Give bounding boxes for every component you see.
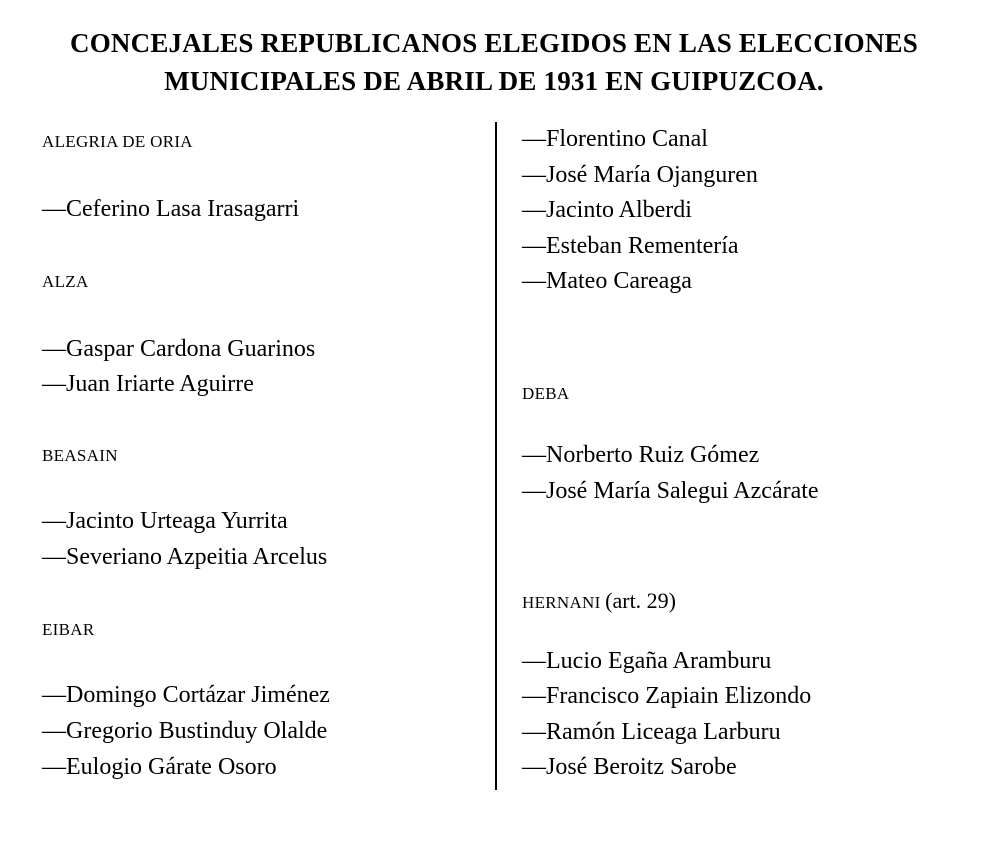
councillor-name: —Ramón Liceaga Larburu [522,719,781,745]
title-line-1: CONCEJALES REPUBLICANOS ELEGIDOS EN LAS ELECCIONES [70,28,918,58]
councillor-name: —Florentino Canal [522,126,708,152]
heading-alegria-de-oria: ALEGRIA DE ORIA [42,132,193,151]
heading-alza: ALZA [42,272,89,291]
councillor-name: —Jacinto Urteaga Yurrita [42,508,288,534]
councillor-name: —Domingo Cortázar Jiménez [42,682,330,708]
councillor-name: —Esteban Rementería [522,233,739,259]
heading-eibar: EIBAR [42,620,95,639]
councillor-name: —José María Ojanguren [522,162,758,188]
heading-hernani-label: HERNANI [522,593,601,612]
councillor-name: —Eulogio Gárate Osoro [42,754,277,780]
councillor-name: —Gregorio Bustinduy Olalde [42,718,328,744]
document-title [0,24,988,100]
heading-hernani [522,588,676,614]
councillor-name: —Norberto Ruiz Gómez [522,442,760,468]
heading-hernani-note: (art. 29) [605,588,677,613]
councillor-name: —José María Salegui Azcárate [522,478,819,504]
councillor-name: —Ceferino Lasa Irasagarri [42,196,300,222]
councillor-name: —Severiano Azpeitia Arcelus [42,544,328,570]
councillor-name: —Juan Iriarte Aguirre [42,371,254,397]
heading-deba: DEBA [522,384,570,403]
councillor-name: —Lucio Egaña Aramburu [522,648,772,674]
councillor-name: —Gaspar Cardona Guarinos [42,336,316,362]
councillor-name: —Jacinto Alberdi [522,197,692,223]
councillor-name: —José Beroitz Sarobe [522,754,737,780]
heading-beasain: BEASAIN [42,446,118,465]
title-line-2: MUNICIPALES DE ABRIL DE 1931 EN GUIPUZCOA. [164,66,824,96]
councillor-name: —Francisco Zapiain Elizondo [522,683,812,709]
column-divider [495,122,497,790]
councillor-name: —Mateo Careaga [522,268,692,294]
